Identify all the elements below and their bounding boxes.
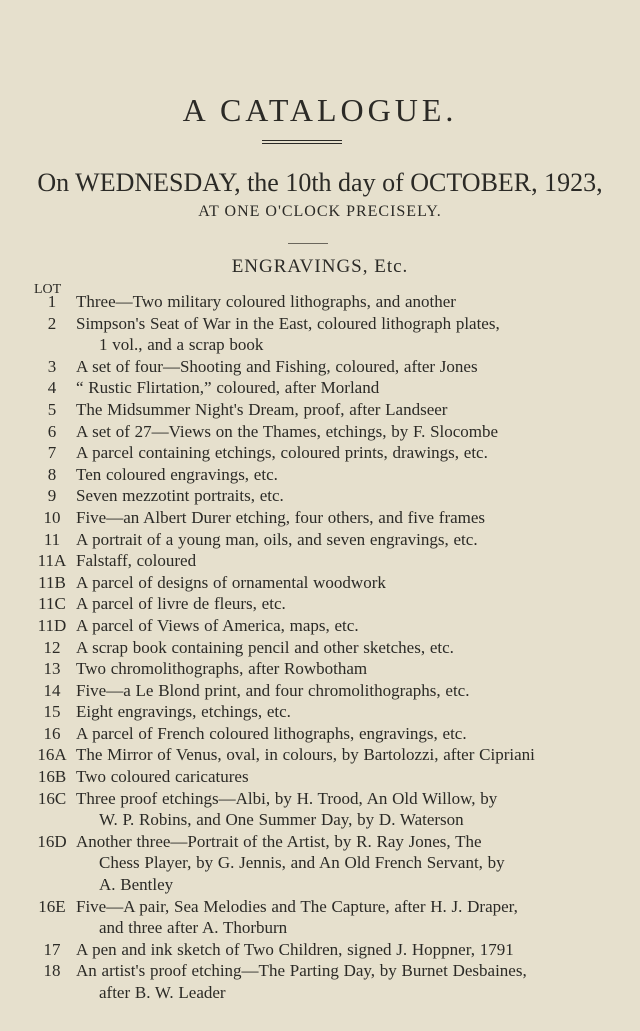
lot-row xyxy=(0,680,640,702)
lot-row xyxy=(0,464,640,486)
lot-description xyxy=(76,637,624,659)
lot-description-line: Ten coloured engravings, etc. xyxy=(76,464,278,484)
lot-number: 7 xyxy=(47,443,57,463)
lot-row xyxy=(0,291,640,313)
lot-row xyxy=(0,356,640,378)
lot-number: 16D xyxy=(37,831,67,851)
lot-description-line: Seven mezzotint portraits, etc. xyxy=(76,486,284,506)
sale-date: On WEDNESDAY, the 10th day of OCTOBER, 1923, xyxy=(37,168,603,197)
lot-row xyxy=(0,637,640,659)
lot-description xyxy=(76,399,624,421)
lot-description-line: Falstaff, coloured xyxy=(76,551,197,571)
lot-number: 18 xyxy=(43,961,61,981)
lot-description xyxy=(76,831,624,896)
lot-description xyxy=(76,507,624,529)
lot-description-line: 1 vol., and a scrap book xyxy=(99,335,264,355)
lot-description xyxy=(76,291,624,313)
lot-row xyxy=(0,485,640,507)
lot-row xyxy=(0,377,640,399)
lot-row xyxy=(0,593,640,615)
lot-description-line: Five—a Le Blond print, and four chromolithographs, etc. xyxy=(76,680,470,700)
lot-description-line: and three after A. Thorburn xyxy=(99,918,288,938)
lot-description xyxy=(76,313,624,356)
lot-description xyxy=(76,680,624,702)
lot-description-line: Five—an Albert Durer etching, four others, and five frames xyxy=(76,507,486,527)
lot-description-line: A pen and ink sketch of Two Children, signed J. Hoppner, 1791 xyxy=(76,939,514,959)
lot-description xyxy=(76,377,624,399)
lot-description xyxy=(76,529,624,551)
lot-number: 10 xyxy=(43,507,61,527)
lot-row xyxy=(0,723,640,745)
sale-time: AT ONE O'CLOCK PRECISELY. xyxy=(198,203,442,220)
lot-description-line: Chess Player, by G. Jennis, and An Old French Servant, by xyxy=(99,853,505,873)
lot-description xyxy=(76,896,624,939)
lot-description-line: A set of 27—Views on the Thames, etchings, by F. Slocombe xyxy=(76,421,499,441)
lot-row xyxy=(0,442,640,464)
lot-description xyxy=(76,701,624,723)
lot-description-line: A parcel containing etchings, coloured prints, drawings, etc. xyxy=(76,443,488,463)
lot-description-line: Two chromolithographs, after Rowbotham xyxy=(76,659,368,679)
lot-description-line: A parcel of French coloured lithographs, engravings, etc. xyxy=(76,723,467,743)
lot-description-line: after B. W. Leader xyxy=(99,983,226,1003)
lot-description xyxy=(76,356,624,378)
lot-description-line: A parcel of designs of ornamental woodwork xyxy=(76,572,386,592)
lot-description xyxy=(76,939,624,961)
lot-number: 3 xyxy=(47,356,57,376)
lot-row xyxy=(0,960,640,1003)
lot-number: 8 xyxy=(47,464,57,484)
lot-description-line: An artist's proof etching—The Parting Day, by Burnet Desbaines, xyxy=(76,961,527,981)
lot-description-line: Three—Two military coloured lithographs, and another xyxy=(76,292,456,311)
lot-description-line: The Mirror of Venus, oval, in colours, by Bartolozzi, after Cipriani xyxy=(76,745,535,765)
lot-description xyxy=(76,744,624,766)
lot-number: 11B xyxy=(38,572,66,592)
lot-row xyxy=(0,831,640,896)
lot-description xyxy=(76,593,624,615)
lot-row xyxy=(0,572,640,594)
catalogue-title: A CATALOGUE. xyxy=(182,92,458,128)
lot-number: 13 xyxy=(43,659,61,679)
lot-row xyxy=(0,529,640,551)
lot-description-line: Another three—Portrait of the Artist, by R. Ray Jones, The xyxy=(76,831,482,851)
lot-description xyxy=(76,442,624,464)
lot-description xyxy=(76,572,624,594)
lot-description-line: Two coloured caricatures xyxy=(76,767,249,787)
lot-number: 11C xyxy=(38,594,66,614)
section-title: ENGRAVINGS, Etc. xyxy=(231,256,409,277)
lot-description-line: Eight engravings, etchings, etc. xyxy=(76,702,291,722)
lot-number: 4 xyxy=(47,378,57,398)
lot-row xyxy=(0,744,640,766)
lot-number: 11 xyxy=(43,529,61,549)
lot-row xyxy=(0,788,640,831)
lot-number: 9 xyxy=(47,486,57,506)
lot-row xyxy=(0,421,640,443)
lot-row xyxy=(0,701,640,723)
lot-number: 16 xyxy=(43,723,61,743)
lot-description-line: A parcel of Views of America, maps, etc. xyxy=(76,615,359,635)
lot-number: 17 xyxy=(43,939,61,959)
lot-description xyxy=(76,485,624,507)
lot-list xyxy=(0,291,640,1004)
lot-row xyxy=(0,399,640,421)
lot-number: 12 xyxy=(43,637,61,657)
lot-number: 16E xyxy=(38,896,66,916)
lot-description-line: W. P. Robins, and One Summer Day, by D. Waterson xyxy=(99,810,464,830)
lot-number: 16A xyxy=(37,745,67,765)
lot-description-line: A parcel of livre de fleurs, etc. xyxy=(76,594,286,614)
lot-description xyxy=(76,960,624,1003)
lot-number: 5 xyxy=(47,399,57,419)
lot-row xyxy=(0,896,640,939)
lot-row xyxy=(0,939,640,961)
lot-description-line: A scrap book containing pencil and other sketches, etc. xyxy=(76,637,454,657)
section-divider xyxy=(288,243,328,244)
lot-description xyxy=(76,550,624,572)
lot-description-line: A. Bentley xyxy=(99,875,174,895)
lot-description-line: A portrait of a young man, oils, and seven engravings, etc. xyxy=(76,529,478,549)
lot-description-line: Three proof etchings—Albi, by H. Trood, An Old Willow, by xyxy=(76,788,498,808)
lot-description xyxy=(76,615,624,637)
lot-description xyxy=(76,658,624,680)
lot-description-line: Five—A pair, Sea Melodies and The Capture, after H. J. Draper, xyxy=(76,896,518,916)
lot-description xyxy=(76,788,624,831)
lot-number: 11A xyxy=(37,551,67,571)
lot-description xyxy=(76,723,624,745)
title-divider xyxy=(262,140,342,144)
lot-number: 15 xyxy=(43,702,61,722)
lot-number: 2 xyxy=(47,313,57,333)
lot-description xyxy=(76,766,624,788)
lot-description-line: A set of four—Shooting and Fishing, coloured, after Jones xyxy=(76,356,478,376)
lot-number: 11D xyxy=(37,615,67,635)
lot-row xyxy=(0,313,640,356)
lot-description xyxy=(76,464,624,486)
lot-row xyxy=(0,658,640,680)
lot-number: 14 xyxy=(43,680,61,700)
lot-column-header: LOT xyxy=(34,282,62,297)
lot-row xyxy=(0,766,640,788)
lot-row xyxy=(0,615,640,637)
lot-description-line: Simpson's Seat of War in the East, coloured lithograph plates, xyxy=(76,313,500,333)
lot-description-line: The Midsummer Night's Dream, proof, after Landseer xyxy=(76,399,448,419)
lot-description xyxy=(76,421,624,443)
lot-number: 16C xyxy=(37,788,67,808)
lot-number: 6 xyxy=(47,421,57,441)
lot-row xyxy=(0,507,640,529)
lot-description-line: “ Rustic Flirtation,” coloured, after Morland xyxy=(76,378,380,398)
lot-row xyxy=(0,550,640,572)
lot-number: 1 xyxy=(47,292,57,311)
lot-number: 16B xyxy=(37,767,67,787)
